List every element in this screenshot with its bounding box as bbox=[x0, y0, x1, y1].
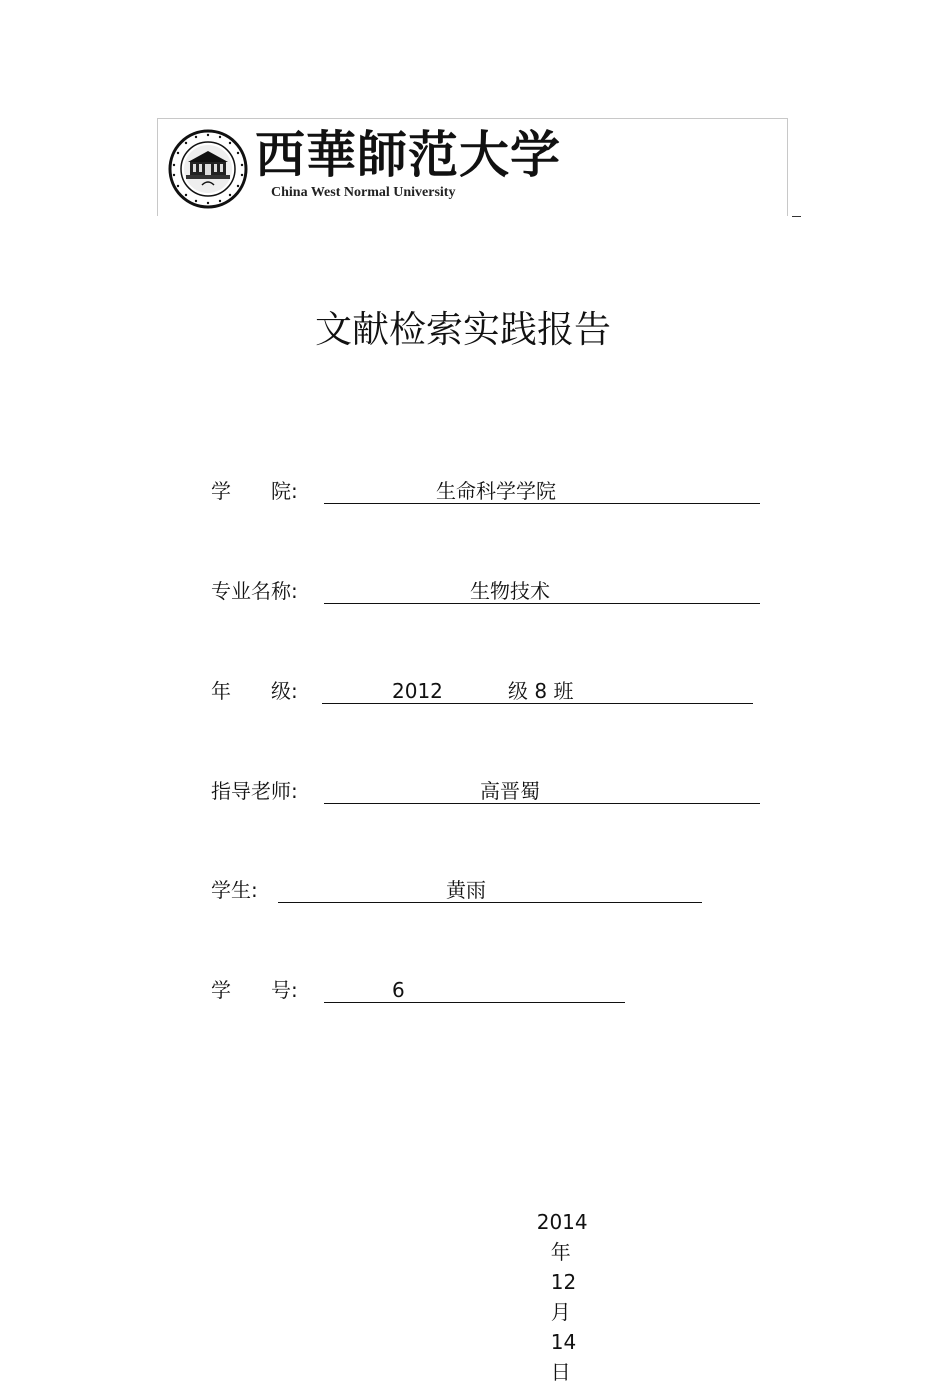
field-grade-class: 级 8 班 bbox=[508, 679, 574, 703]
university-name-cn: 西華師范大学 bbox=[255, 125, 561, 184]
field-student bbox=[211, 875, 706, 905]
date-day: 14 bbox=[550, 1330, 577, 1354]
field-college bbox=[211, 476, 761, 506]
field-major-label: 专业名称: bbox=[211, 579, 298, 603]
date-day-unit: 日 bbox=[550, 1360, 571, 1384]
field-student-id bbox=[211, 975, 631, 1005]
field-advisor-underline bbox=[324, 776, 760, 804]
field-grade bbox=[211, 676, 756, 706]
field-grade-year: 2012 bbox=[392, 679, 443, 703]
field-student-underline bbox=[278, 875, 702, 903]
report-title: 文献检索实践报告 bbox=[315, 308, 611, 351]
corner-mark bbox=[792, 216, 801, 217]
field-major bbox=[211, 576, 761, 606]
university-logo-banner bbox=[157, 118, 788, 216]
date-year: 2014 bbox=[536, 1210, 588, 1234]
field-student-id-label: 学 号: bbox=[211, 978, 298, 1002]
field-college-value: 生命科学学院 bbox=[436, 479, 556, 503]
field-grade-label: 年 级: bbox=[211, 679, 298, 703]
field-college-label: 学 院: bbox=[211, 479, 298, 503]
report-date bbox=[524, 1177, 588, 1387]
field-advisor-value: 高晋蜀 bbox=[480, 779, 540, 803]
field-student-id-value: 6 bbox=[392, 978, 405, 1002]
date-month-unit: 月 bbox=[550, 1300, 571, 1324]
date-year-unit: 年 bbox=[550, 1240, 571, 1264]
field-advisor-label: 指导老师: bbox=[211, 779, 298, 803]
university-seal-icon bbox=[168, 129, 248, 209]
field-major-value: 生物技术 bbox=[470, 579, 550, 603]
university-name-en: China West Normal University bbox=[271, 185, 456, 200]
field-student-value: 黄雨 bbox=[446, 878, 486, 902]
date-month: 12 bbox=[550, 1270, 577, 1294]
field-advisor bbox=[211, 776, 761, 806]
field-student-id-underline bbox=[324, 975, 625, 1003]
field-student-label: 学生: bbox=[211, 878, 258, 902]
